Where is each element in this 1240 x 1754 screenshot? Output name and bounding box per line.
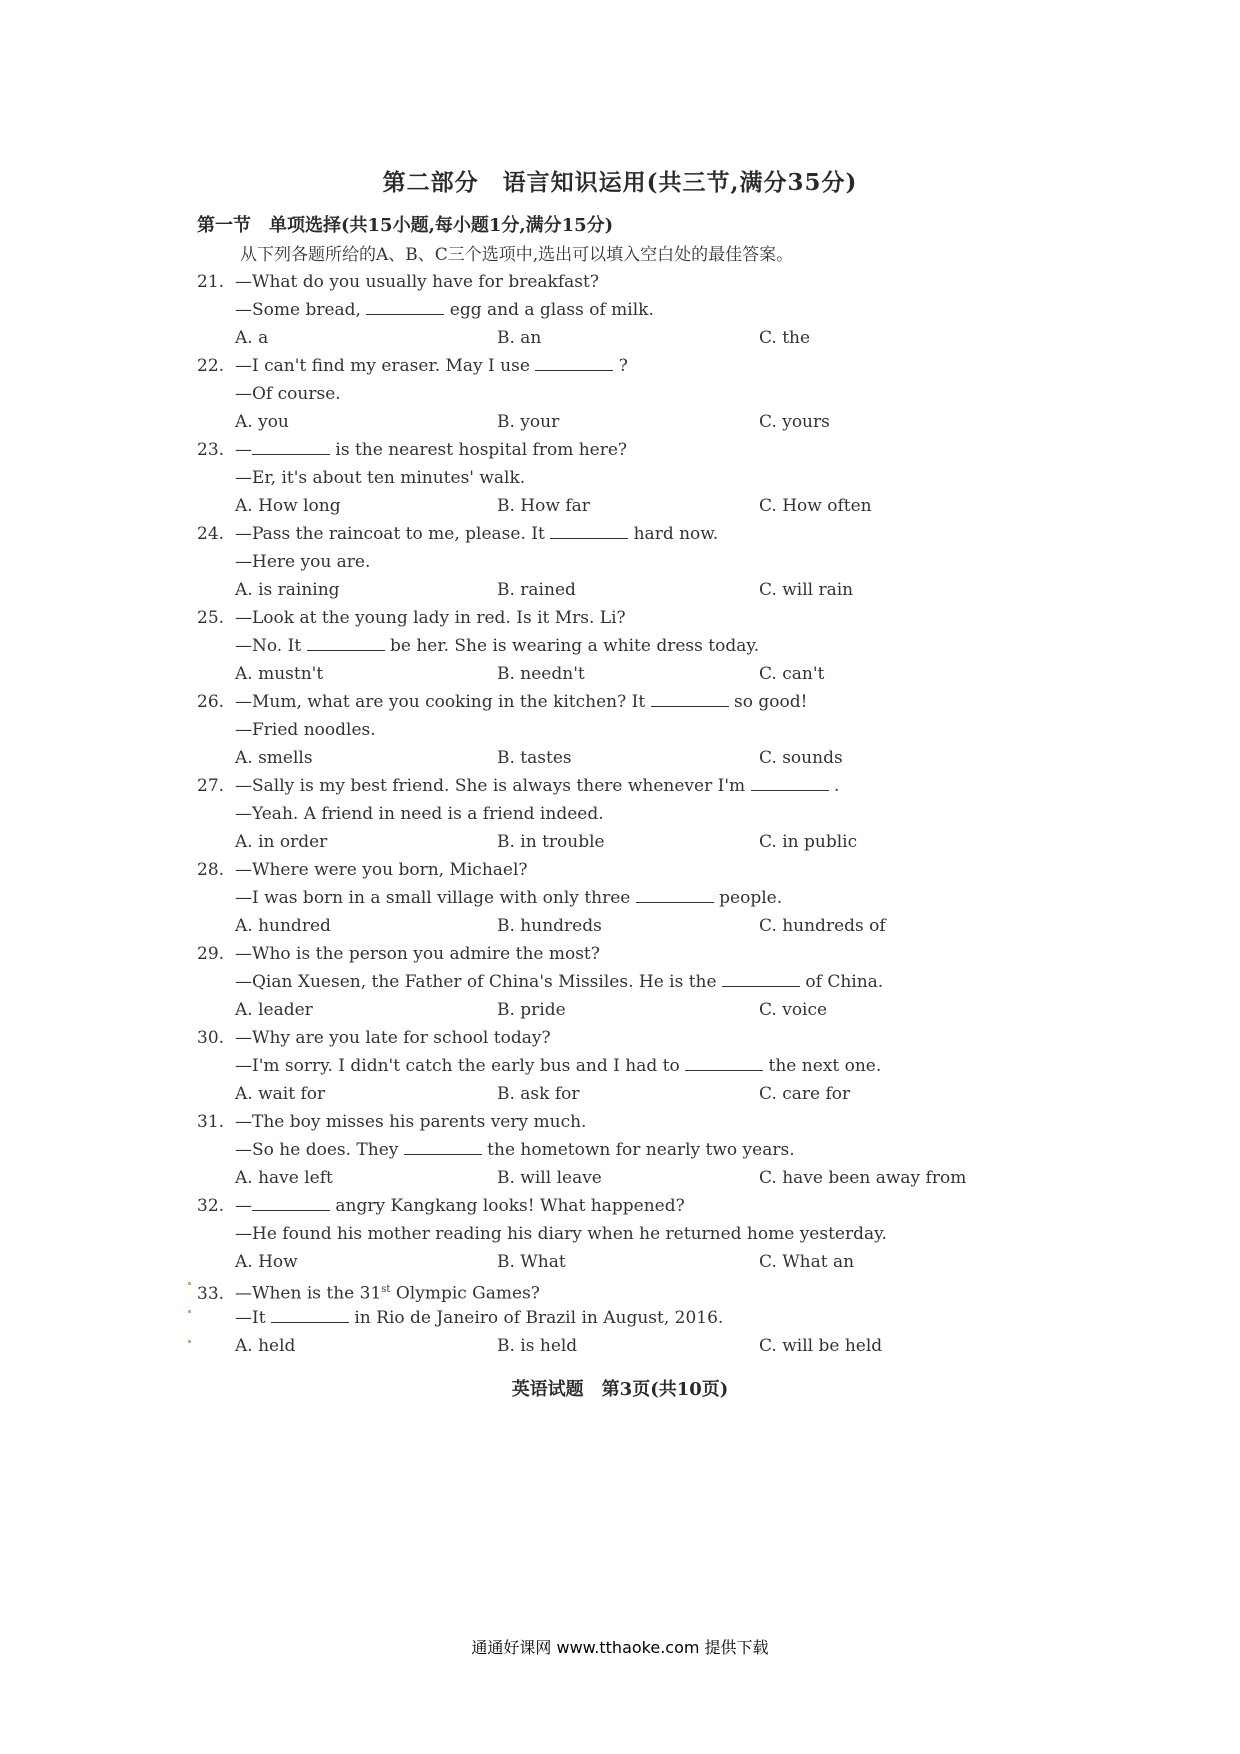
- answer-options: [197, 324, 1097, 352]
- page-number-footer: 英语试题 第3页(共10页): [511, 1379, 729, 1400]
- question-item: [197, 940, 1097, 1024]
- section-title: 第一节 单项选择(共15小题,每小题1分,满分15分): [197, 215, 614, 236]
- question-number: 31.: [197, 1112, 225, 1132]
- answer-options: [197, 1080, 1097, 1108]
- question-text: angry Kangkang looks! What happened?: [330, 1196, 685, 1216]
- option-a: A. How: [235, 1252, 298, 1272]
- response-text: —So he does. They: [235, 1140, 404, 1160]
- question-line-2: [197, 1304, 1097, 1332]
- option-b: B. an: [497, 328, 542, 348]
- option-b: B. will leave: [497, 1168, 602, 1188]
- question-item: [197, 1192, 1097, 1276]
- question-item: [197, 1024, 1097, 1108]
- question-line-1: [197, 856, 1097, 884]
- response-text: —Fried noodles.: [235, 720, 376, 740]
- question-item: [197, 352, 1097, 436]
- option-c: C. voice: [759, 1000, 828, 1020]
- response-text: —No. It: [235, 636, 307, 656]
- answer-options: [197, 660, 1097, 688]
- answer-blank: [366, 296, 444, 315]
- question-number: 33.: [197, 1283, 225, 1304]
- question-text: —Who is the person you admire the most?: [235, 944, 600, 964]
- instructions: 从下列各题所给的A、B、C三个选项中,选出可以填入空白处的最佳答案。: [240, 245, 794, 265]
- option-c: C. How often: [759, 496, 872, 516]
- option-a: A. hundred: [235, 916, 331, 936]
- question-line-2: [197, 464, 1097, 492]
- response-text: people.: [713, 888, 783, 908]
- answer-options: [197, 1164, 1097, 1192]
- answer-options: [197, 744, 1097, 772]
- question-text: so good!: [728, 692, 808, 712]
- response-text: be her. She is wearing a white dress today.: [384, 636, 760, 656]
- option-c: C. What an: [759, 1252, 855, 1272]
- option-a: A. smells: [235, 748, 313, 768]
- response-text: in Rio de Janeiro of Brazil in August, 2016.: [348, 1308, 724, 1328]
- question-text: —Sally is my best friend. She is always there whenever I'm: [235, 776, 751, 796]
- question-line-1: [197, 268, 1097, 296]
- response-text: the next one.: [763, 1056, 882, 1076]
- question-line-1: [197, 436, 1097, 464]
- question-text: Olympic Games?: [390, 1283, 540, 1304]
- response-text: —I'm sorry. I didn't catch the early bus and I had to: [235, 1056, 686, 1076]
- response-text: —It: [235, 1308, 271, 1328]
- question-line-1: [197, 604, 1097, 632]
- response-text: —He found his mother reading his diary when he returned home yesterday.: [235, 1224, 887, 1244]
- question-number: 24.: [197, 524, 225, 544]
- question-number: 25.: [197, 608, 225, 628]
- option-a: A. have left: [235, 1168, 333, 1188]
- question-item: [197, 1108, 1097, 1192]
- answer-options: [197, 576, 1097, 604]
- option-c: C. hundreds of: [759, 916, 886, 936]
- question-line-2: [197, 1136, 1097, 1164]
- answer-blank: [751, 772, 829, 791]
- question-line-2: [197, 632, 1097, 660]
- option-c: C. in public: [759, 832, 858, 852]
- question-line-2: [197, 884, 1097, 912]
- option-b: B. pride: [497, 1000, 566, 1020]
- question-line-1: [197, 1024, 1097, 1052]
- question-line-2: [197, 968, 1097, 996]
- question-line-1: [197, 520, 1097, 548]
- question-line-1: [197, 940, 1097, 968]
- question-text: —Why are you late for school today?: [235, 1028, 551, 1048]
- scan-dot: [188, 1310, 191, 1313]
- option-a: A. wait for: [235, 1084, 326, 1104]
- question-line-2: [197, 716, 1097, 744]
- option-a: A. is raining: [235, 580, 340, 600]
- question-number: 27.: [197, 776, 225, 796]
- option-a: A. you: [235, 412, 289, 432]
- question-text: —: [235, 1196, 252, 1216]
- question-line-2: [197, 1220, 1097, 1248]
- question-line-1: [197, 772, 1097, 800]
- question-number: 32.: [197, 1196, 225, 1216]
- answer-blank: [651, 688, 729, 707]
- question-text: ?: [613, 356, 628, 376]
- option-b: B. How far: [497, 496, 590, 516]
- question-line-2: [197, 800, 1097, 828]
- answer-blank: [307, 632, 385, 651]
- question-text: —I can't find my eraser. May I use: [235, 356, 536, 376]
- response-text: —I was born in a small village with only three: [235, 888, 636, 908]
- question-text: —Pass the raincoat to me, please. It: [235, 524, 551, 544]
- question-line-1: [197, 1192, 1097, 1220]
- question-text: —When is the 31: [235, 1283, 382, 1304]
- question-line-1: [197, 688, 1097, 716]
- question-line-2: [197, 1052, 1097, 1080]
- option-a: A. leader: [235, 1000, 313, 1020]
- answer-options: [197, 408, 1097, 436]
- option-b: B. ask for: [497, 1084, 580, 1104]
- option-c: C. have been away from: [759, 1168, 967, 1188]
- response-text: —Er, it's about ten minutes' walk.: [235, 468, 526, 488]
- question-item: [197, 1276, 1097, 1360]
- answer-blank: [685, 1052, 763, 1071]
- answer-blank: [722, 968, 800, 987]
- question-line-1: [197, 1276, 1097, 1304]
- question-number: 28.: [197, 860, 225, 880]
- answer-blank: [636, 884, 714, 903]
- option-b: B. What: [497, 1252, 566, 1272]
- answer-options: [197, 996, 1097, 1024]
- answer-options: [197, 492, 1097, 520]
- option-c: C. sounds: [759, 748, 843, 768]
- response-text: the hometown for nearly two years.: [481, 1140, 795, 1160]
- question-number: 21.: [197, 272, 225, 292]
- scan-dot: [188, 1340, 191, 1343]
- response-text: —Qian Xuesen, the Father of China's Missiles. He is the: [235, 972, 722, 992]
- question-list: [197, 268, 1097, 1360]
- option-c: C. care for: [759, 1084, 851, 1104]
- question-item: [197, 856, 1097, 940]
- response-text: —Some bread,: [235, 300, 367, 320]
- response-text: —Of course.: [235, 384, 341, 404]
- question-text: —: [235, 440, 252, 460]
- option-b: B. tastes: [497, 748, 572, 768]
- question-number: 30.: [197, 1028, 225, 1048]
- answer-blank: [252, 1192, 330, 1211]
- option-c: C. the: [759, 328, 811, 348]
- question-text: —Mum, what are you cooking in the kitchen? It: [235, 692, 651, 712]
- option-c: C. can't: [759, 664, 825, 684]
- option-b: B. is held: [497, 1336, 578, 1356]
- option-c: C. will be held: [759, 1336, 883, 1356]
- option-c: C. will rain: [759, 580, 854, 600]
- answer-options: [197, 912, 1097, 940]
- answer-options: [197, 828, 1097, 856]
- option-a: A. mustn't: [235, 664, 324, 684]
- question-item: [197, 604, 1097, 688]
- question-line-2: [197, 380, 1097, 408]
- option-a: A. How long: [235, 496, 341, 516]
- question-text: —The boy misses his parents very much.: [235, 1112, 587, 1132]
- response-text: egg and a glass of milk.: [444, 300, 654, 320]
- question-text: hard now.: [628, 524, 719, 544]
- question-line-1: [197, 1108, 1097, 1136]
- option-b: B. rained: [497, 580, 576, 600]
- option-c: C. yours: [759, 412, 830, 432]
- part-title: 第二部分 语言知识运用(共三节,满分35分): [382, 169, 858, 196]
- answer-blank: [271, 1304, 349, 1323]
- option-a: A. held: [235, 1336, 296, 1356]
- option-b: B. needn't: [497, 664, 585, 684]
- question-number: 26.: [197, 692, 225, 712]
- answer-blank: [535, 352, 613, 371]
- option-b: B. in trouble: [497, 832, 605, 852]
- answer-blank: [550, 520, 628, 539]
- question-text: is the nearest hospital from here?: [330, 440, 628, 460]
- option-b: B. hundreds: [497, 916, 602, 936]
- option-b: B. your: [497, 412, 560, 432]
- option-a: A. in order: [235, 832, 328, 852]
- question-text: —Look at the young lady in red. Is it Mrs. Li?: [235, 608, 626, 628]
- question-text: .: [828, 776, 840, 796]
- question-item: [197, 520, 1097, 604]
- question-number: 23.: [197, 440, 225, 460]
- question-text: —Where were you born, Michael?: [235, 860, 528, 880]
- question-item: [197, 436, 1097, 520]
- response-text: —Here you are.: [235, 552, 371, 572]
- response-text: of China.: [799, 972, 884, 992]
- question-line-2: [197, 296, 1097, 324]
- ordinal-suffix: st: [381, 1284, 391, 1295]
- answer-blank: [252, 436, 330, 455]
- scan-dot: [188, 1282, 191, 1285]
- question-number: 22.: [197, 356, 225, 376]
- option-a: A. a: [235, 328, 269, 348]
- answer-options: [197, 1248, 1097, 1276]
- question-text: —What do you usually have for breakfast?: [235, 272, 599, 292]
- site-footer: 通通好课网 www.tthaoke.com 提供下载: [471, 1638, 769, 1657]
- question-item: [197, 688, 1097, 772]
- question-item: [197, 268, 1097, 352]
- answer-blank: [404, 1136, 482, 1155]
- answer-options: [197, 1332, 1097, 1360]
- question-line-1: [197, 352, 1097, 380]
- question-item: [197, 772, 1097, 856]
- question-number: 29.: [197, 944, 225, 964]
- question-line-2: [197, 548, 1097, 576]
- response-text: —Yeah. A friend in need is a friend indeed.: [235, 804, 604, 824]
